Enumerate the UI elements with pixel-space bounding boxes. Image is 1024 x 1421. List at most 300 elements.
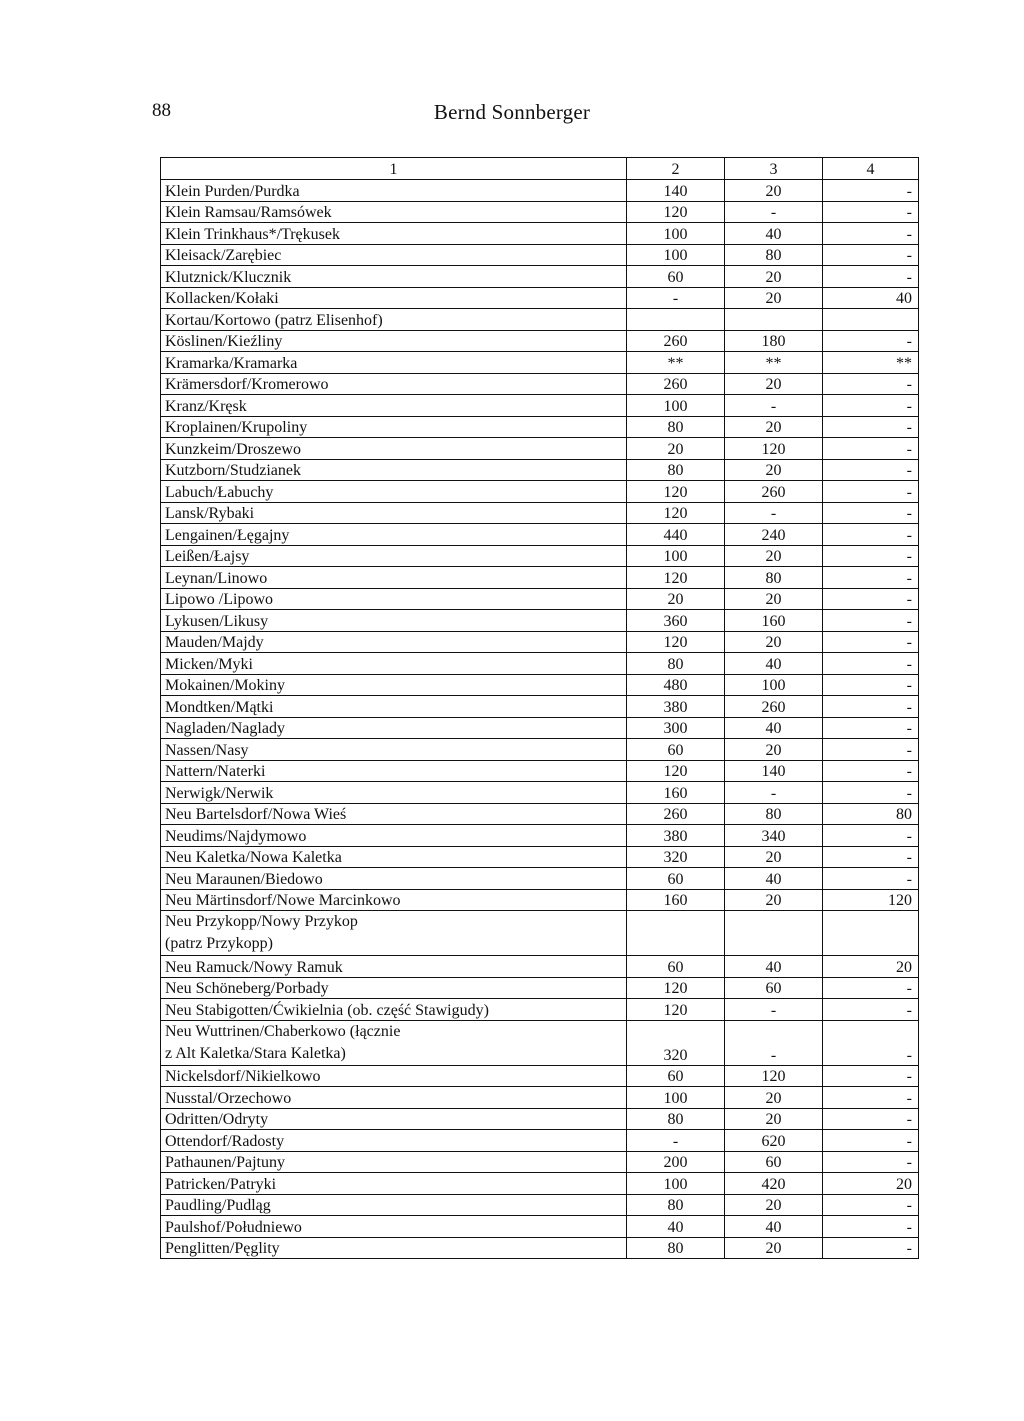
value-cell-c4: -: [823, 588, 919, 610]
place-name-line: Neu Wuttrinen/Chaberkowo (łącznie: [165, 1022, 401, 1040]
place-name-cell: [161, 999, 627, 1021]
place-name-line: Pathaunen/Pajtuny: [165, 1154, 285, 1172]
value-cell-c3: 40: [725, 717, 823, 739]
table-row: [161, 287, 919, 309]
value-cell-c3: [725, 309, 823, 331]
place-name-cell: [161, 911, 627, 956]
value-cell-c2: 80: [627, 1108, 725, 1130]
value-cell-c3: 180: [725, 330, 823, 352]
table-row: [161, 956, 919, 978]
place-name-cell: [161, 459, 627, 481]
value-cell-c3: -: [725, 782, 823, 804]
column-header-3: 3: [725, 158, 823, 180]
place-name-line: Neu Stabigotten/Ćwikielnia (ob. część Stawigudy): [165, 1001, 489, 1019]
place-name-cell: [161, 481, 627, 503]
place-name-cell: [161, 696, 627, 718]
value-cell-c4: -: [823, 1216, 919, 1238]
place-name-line: Neu Maraunen/Biedowo: [165, 870, 323, 888]
table-row: [161, 481, 919, 503]
value-cell-c2: 80: [627, 1194, 725, 1216]
table-row: [161, 524, 919, 546]
value-cell-c4: -: [823, 395, 919, 417]
place-name-line: Micken/Myki: [165, 655, 253, 673]
value-cell-c4: -: [823, 1087, 919, 1109]
value-cell-c3: 260: [725, 481, 823, 503]
place-name-cell: [161, 1020, 627, 1065]
value-cell-c3: 340: [725, 825, 823, 847]
value-cell-c2: 300: [627, 717, 725, 739]
place-name-cell: [161, 395, 627, 417]
place-name-cell: [161, 330, 627, 352]
value-cell-c3: 40: [725, 956, 823, 978]
place-name-cell: [161, 717, 627, 739]
value-cell-c2: 360: [627, 610, 725, 632]
place-name-line: Neu Märtinsdorf/Nowe Marcinkowo: [165, 892, 401, 910]
value-cell-c3: -: [725, 395, 823, 417]
place-name-cell: [161, 977, 627, 999]
place-name-line: Köslinen/Kieźliny: [165, 333, 283, 351]
place-name-line: Penglitten/Pęglity: [165, 1240, 280, 1258]
value-cell-c2: 120: [627, 567, 725, 589]
value-cell-c3: 60: [725, 1151, 823, 1173]
value-cell-c4: -: [823, 1151, 919, 1173]
value-cell-c4: -: [823, 373, 919, 395]
place-name-cell: [161, 588, 627, 610]
value-cell-c2: 260: [627, 803, 725, 825]
table-row: [161, 999, 919, 1021]
value-cell-c2: 80: [627, 653, 725, 675]
place-name-line: Neu Kaletka/Nowa Kaletka: [165, 849, 342, 867]
place-name-cell: [161, 1237, 627, 1259]
table-row: [161, 416, 919, 438]
value-cell-c4: -: [823, 825, 919, 847]
value-cell-c2: 100: [627, 223, 725, 245]
value-cell-c2: 120: [627, 977, 725, 999]
column-header-2: 2: [627, 158, 725, 180]
place-name-line: Kortau/Kortowo (patrz Elisenhof): [165, 311, 383, 329]
table-row: [161, 266, 919, 288]
table-row: [161, 717, 919, 739]
value-cell-c4: [823, 309, 919, 331]
value-cell-c3: 420: [725, 1173, 823, 1195]
place-name-cell: [161, 1065, 627, 1087]
value-cell-c3: 20: [725, 1194, 823, 1216]
value-cell-c2: -: [627, 1130, 725, 1152]
value-cell-c3: -: [725, 201, 823, 223]
table-row: [161, 201, 919, 223]
place-name-cell: [161, 610, 627, 632]
place-name-line: Krämersdorf/Kromerowo: [165, 376, 329, 394]
place-name-cell: [161, 739, 627, 761]
table-row: [161, 438, 919, 460]
value-cell-c2: 60: [627, 266, 725, 288]
value-cell-c2: 100: [627, 244, 725, 266]
place-name-line: Nickelsdorf/Nikielkowo: [165, 1068, 321, 1086]
value-cell-c3: 620: [725, 1130, 823, 1152]
place-name-line: Patricken/Patryki: [165, 1175, 277, 1193]
value-cell-c4: -: [823, 502, 919, 524]
table-row: [161, 545, 919, 567]
table-row: [161, 1108, 919, 1130]
table-row: [161, 696, 919, 718]
table-row: [161, 911, 919, 956]
value-cell-c4: -: [823, 524, 919, 546]
value-cell-c2: **: [627, 352, 725, 374]
table-row: [161, 1151, 919, 1173]
table-header-row: [161, 158, 919, 180]
place-name-line: Kranz/Kręsk: [165, 397, 247, 415]
value-cell-c2: 380: [627, 696, 725, 718]
table-row: [161, 674, 919, 696]
value-cell-c4: -: [823, 868, 919, 890]
place-name-cell: [161, 416, 627, 438]
table-row: [161, 244, 919, 266]
place-name-line: Paudling/Pudląg: [165, 1197, 271, 1215]
page-number: 88: [152, 100, 171, 121]
value-cell-c4: **: [823, 352, 919, 374]
place-name-cell: [161, 1216, 627, 1238]
table-body: [161, 180, 919, 1259]
value-cell-c2: 100: [627, 1087, 725, 1109]
place-name-line: Mauden/Majdy: [165, 634, 264, 652]
place-name-line: Lykusen/Likusy: [165, 612, 269, 630]
value-cell-c4: [823, 911, 919, 956]
table-row: [161, 1173, 919, 1195]
table-row: [161, 889, 919, 911]
value-cell-c3: 20: [725, 846, 823, 868]
running-title: Bernd Sonnberger: [433, 100, 591, 124]
value-cell-c4: -: [823, 674, 919, 696]
place-name-line: Kramarka/Kramarka: [165, 354, 298, 372]
column-header-4: 4: [823, 158, 919, 180]
place-name-cell: [161, 438, 627, 460]
value-cell-c4: -: [823, 201, 919, 223]
place-name-line: Mondtken/Mątki: [165, 698, 274, 716]
table-row: [161, 309, 919, 331]
value-cell-c2: 20: [627, 438, 725, 460]
value-cell-c3: 20: [725, 588, 823, 610]
value-cell-c4: -: [823, 481, 919, 503]
place-name-line: Neu Przykopp/Nowy Przykop: [165, 913, 358, 930]
place-name-cell: [161, 889, 627, 911]
value-cell-c2: 80: [627, 459, 725, 481]
place-name-line: Neu Ramuck/Nowy Ramuk: [165, 958, 343, 976]
value-cell-c2: 480: [627, 674, 725, 696]
value-cell-c3: 20: [725, 287, 823, 309]
column-header-1: 1: [161, 158, 627, 180]
place-name-line: Labuch/Łabuchy: [165, 483, 274, 501]
table-row: [161, 1130, 919, 1152]
place-name-cell: [161, 201, 627, 223]
value-cell-c3: **: [725, 352, 823, 374]
value-cell-c3: 60: [725, 977, 823, 999]
place-name-line: Nattern/Naterki: [165, 763, 266, 781]
place-name-cell: [161, 1108, 627, 1130]
value-cell-c4: -: [823, 782, 919, 804]
value-cell-c4: -: [823, 977, 919, 999]
table-row: [161, 1065, 919, 1087]
table-row: [161, 760, 919, 782]
place-name-cell: [161, 373, 627, 395]
value-cell-c4: -: [823, 696, 919, 718]
value-cell-c2: 120: [627, 631, 725, 653]
place-name-line: Klein Trinkhaus*/Trękusek: [165, 225, 340, 243]
value-cell-c3: 80: [725, 567, 823, 589]
place-name-line: Nassen/Nasy: [165, 741, 249, 759]
place-name-line: Klutznick/Klucznik: [165, 268, 292, 286]
value-cell-c2: 100: [627, 545, 725, 567]
place-name-line: Paulshof/Południewo: [165, 1218, 302, 1236]
value-cell-c3: 20: [725, 889, 823, 911]
table-row: [161, 588, 919, 610]
place-name-cell: [161, 956, 627, 978]
value-cell-c2: [627, 309, 725, 331]
place-name-cell: [161, 287, 627, 309]
page-header: [0, 100, 1024, 130]
value-cell-c3: 40: [725, 1216, 823, 1238]
value-cell-c2: 80: [627, 416, 725, 438]
place-name-line: Klein Ramsau/Ramsówek: [165, 204, 332, 222]
table-row: [161, 502, 919, 524]
value-cell-c3: 20: [725, 631, 823, 653]
table-row: [161, 223, 919, 245]
value-cell-c3: 80: [725, 244, 823, 266]
place-name-cell: [161, 868, 627, 890]
value-cell-c4: -: [823, 244, 919, 266]
value-cell-c3: 240: [725, 524, 823, 546]
value-cell-c3: 140: [725, 760, 823, 782]
table-row: [161, 330, 919, 352]
value-cell-c4: 40: [823, 287, 919, 309]
table-row: [161, 610, 919, 632]
value-cell-c4: -: [823, 846, 919, 868]
value-cell-c2: 440: [627, 524, 725, 546]
table-row: [161, 825, 919, 847]
value-cell-c3: 20: [725, 739, 823, 761]
value-cell-c4: -: [823, 610, 919, 632]
value-cell-c4: -: [823, 1020, 919, 1065]
value-cell-c3: 20: [725, 373, 823, 395]
value-cell-c3: 40: [725, 653, 823, 675]
place-name-cell: [161, 1194, 627, 1216]
value-cell-c3: 120: [725, 438, 823, 460]
place-name-line: Lengainen/Łęgajny: [165, 526, 290, 544]
place-name-cell: [161, 244, 627, 266]
table-row: [161, 653, 919, 675]
value-cell-c2: -: [627, 287, 725, 309]
value-cell-c4: -: [823, 459, 919, 481]
value-cell-c2: [627, 911, 725, 956]
value-cell-c4: -: [823, 1065, 919, 1087]
place-name-cell: [161, 352, 627, 374]
value-cell-c3: 40: [725, 868, 823, 890]
place-name-cell: [161, 524, 627, 546]
value-cell-c4: 20: [823, 1173, 919, 1195]
value-cell-c4: -: [823, 1194, 919, 1216]
place-name-cell: [161, 760, 627, 782]
value-cell-c2: 120: [627, 760, 725, 782]
place-name-line: Neudims/Najdymowo: [165, 827, 307, 845]
value-cell-c4: -: [823, 438, 919, 460]
place-name-line: Kollacken/Kołaki: [165, 290, 279, 308]
place-name-line: Leißen/Łajsy: [165, 548, 250, 566]
table-row: [161, 1216, 919, 1238]
place-name-cell: [161, 1130, 627, 1152]
value-cell-c2: 380: [627, 825, 725, 847]
place-name-cell: [161, 782, 627, 804]
place-name-line: Kutzborn/Studzianek: [165, 462, 301, 480]
value-cell-c4: -: [823, 717, 919, 739]
place-name-cell: [161, 223, 627, 245]
value-cell-c2: 60: [627, 868, 725, 890]
value-cell-c3: 160: [725, 610, 823, 632]
value-cell-c3: 20: [725, 1108, 823, 1130]
data-table: [160, 157, 919, 1259]
value-cell-c4: 120: [823, 889, 919, 911]
value-cell-c3: 20: [725, 545, 823, 567]
value-cell-c4: -: [823, 180, 919, 202]
place-name-line: Ottendorf/Radosty: [165, 1132, 285, 1150]
value-cell-c3: 40: [725, 223, 823, 245]
value-cell-c4: -: [823, 653, 919, 675]
table-row: [161, 1237, 919, 1259]
value-cell-c3: 80: [725, 803, 823, 825]
value-cell-c4: -: [823, 1237, 919, 1259]
table-row: [161, 803, 919, 825]
value-cell-c4: -: [823, 739, 919, 761]
value-cell-c3: 260: [725, 696, 823, 718]
value-cell-c2: 260: [627, 373, 725, 395]
value-cell-c4: -: [823, 631, 919, 653]
table-row: [161, 1020, 919, 1065]
table-row: [161, 352, 919, 374]
value-cell-c3: 20: [725, 1237, 823, 1259]
value-cell-c2: 60: [627, 739, 725, 761]
place-name-line: Kunzkeim/Droszewo: [165, 440, 301, 458]
place-name-line: Nerwigk/Nerwik: [165, 784, 274, 802]
value-cell-c3: 20: [725, 1087, 823, 1109]
place-name-cell: [161, 803, 627, 825]
value-cell-c3: [725, 911, 823, 956]
place-name-cell: [161, 266, 627, 288]
table-row: [161, 1194, 919, 1216]
value-cell-c2: 320: [627, 1020, 725, 1065]
place-name-cell: [161, 1151, 627, 1173]
place-name-cell: [161, 653, 627, 675]
value-cell-c3: 20: [725, 266, 823, 288]
value-cell-c4: -: [823, 416, 919, 438]
value-cell-c4: -: [823, 760, 919, 782]
table-row: [161, 180, 919, 202]
value-cell-c4: 20: [823, 956, 919, 978]
table-row: [161, 567, 919, 589]
table-row: [161, 631, 919, 653]
table-row: [161, 977, 919, 999]
value-cell-c2: 100: [627, 395, 725, 417]
value-cell-c4: -: [823, 223, 919, 245]
place-name-cell: [161, 1173, 627, 1195]
value-cell-c4: -: [823, 999, 919, 1021]
place-name-line: Klein Purden/Purdka: [165, 182, 300, 200]
value-cell-c2: 320: [627, 846, 725, 868]
table-row: [161, 395, 919, 417]
place-name-line: Neu Schöneberg/Porbady: [165, 980, 329, 998]
value-cell-c3: -: [725, 999, 823, 1021]
value-cell-c3: 120: [725, 1065, 823, 1087]
place-name-cell: [161, 1087, 627, 1109]
place-name-line: (patrz Przykopp): [165, 935, 273, 952]
value-cell-c4: -: [823, 330, 919, 352]
place-name-line: Mokainen/Mokiny: [165, 677, 285, 695]
table-row: [161, 782, 919, 804]
place-name-line: Leynan/Linowo: [165, 569, 268, 587]
place-name-cell: [161, 567, 627, 589]
table-row: [161, 459, 919, 481]
place-name-line: Kleisack/Zarębiec: [165, 247, 282, 265]
value-cell-c2: 120: [627, 201, 725, 223]
value-cell-c4: -: [823, 545, 919, 567]
place-name-line: z Alt Kaletka/Stara Kaletka): [165, 1044, 346, 1062]
value-cell-c2: 260: [627, 330, 725, 352]
value-cell-c4: -: [823, 266, 919, 288]
place-name-cell: [161, 309, 627, 331]
table-row: [161, 739, 919, 761]
table-row: [161, 846, 919, 868]
place-name-cell: [161, 631, 627, 653]
value-cell-c2: 160: [627, 782, 725, 804]
place-name-line: Neu Bartelsdorf/Nowa Wieś: [165, 806, 347, 824]
value-cell-c4: -: [823, 567, 919, 589]
value-cell-c2: 60: [627, 956, 725, 978]
table-row: [161, 868, 919, 890]
value-cell-c2: 120: [627, 481, 725, 503]
value-cell-c3: 20: [725, 459, 823, 481]
value-cell-c3: -: [725, 502, 823, 524]
place-name-cell: [161, 502, 627, 524]
value-cell-c2: 120: [627, 502, 725, 524]
place-name-cell: [161, 825, 627, 847]
place-name-line: Odritten/Odryty: [165, 1111, 269, 1129]
place-name-line: Lansk/Rybaki: [165, 505, 255, 523]
value-cell-c2: 80: [627, 1237, 725, 1259]
place-name-line: Lipowo /Lipowo: [165, 591, 273, 609]
value-cell-c3: 20: [725, 416, 823, 438]
value-cell-c2: 60: [627, 1065, 725, 1087]
table-row: [161, 1087, 919, 1109]
value-cell-c2: 40: [627, 1216, 725, 1238]
value-cell-c4: 80: [823, 803, 919, 825]
value-cell-c2: 20: [627, 588, 725, 610]
value-cell-c2: 200: [627, 1151, 725, 1173]
place-name-line: Nagladen/Naglady: [165, 720, 285, 738]
place-name-cell: [161, 545, 627, 567]
place-name-cell: [161, 674, 627, 696]
place-name-cell: [161, 180, 627, 202]
value-cell-c3: 20: [725, 180, 823, 202]
value-cell-c2: 160: [627, 889, 725, 911]
value-cell-c2: 120: [627, 999, 725, 1021]
value-cell-c2: 100: [627, 1173, 725, 1195]
table-row: [161, 373, 919, 395]
place-name-line: Kroplainen/Krupoliny: [165, 419, 308, 437]
value-cell-c3: 100: [725, 674, 823, 696]
value-cell-c4: -: [823, 1108, 919, 1130]
place-name-cell: [161, 846, 627, 868]
value-cell-c4: -: [823, 1130, 919, 1152]
value-cell-c3: -: [725, 1020, 823, 1065]
value-cell-c2: 140: [627, 180, 725, 202]
place-name-line: Nusstal/Orzechowo: [165, 1089, 292, 1107]
